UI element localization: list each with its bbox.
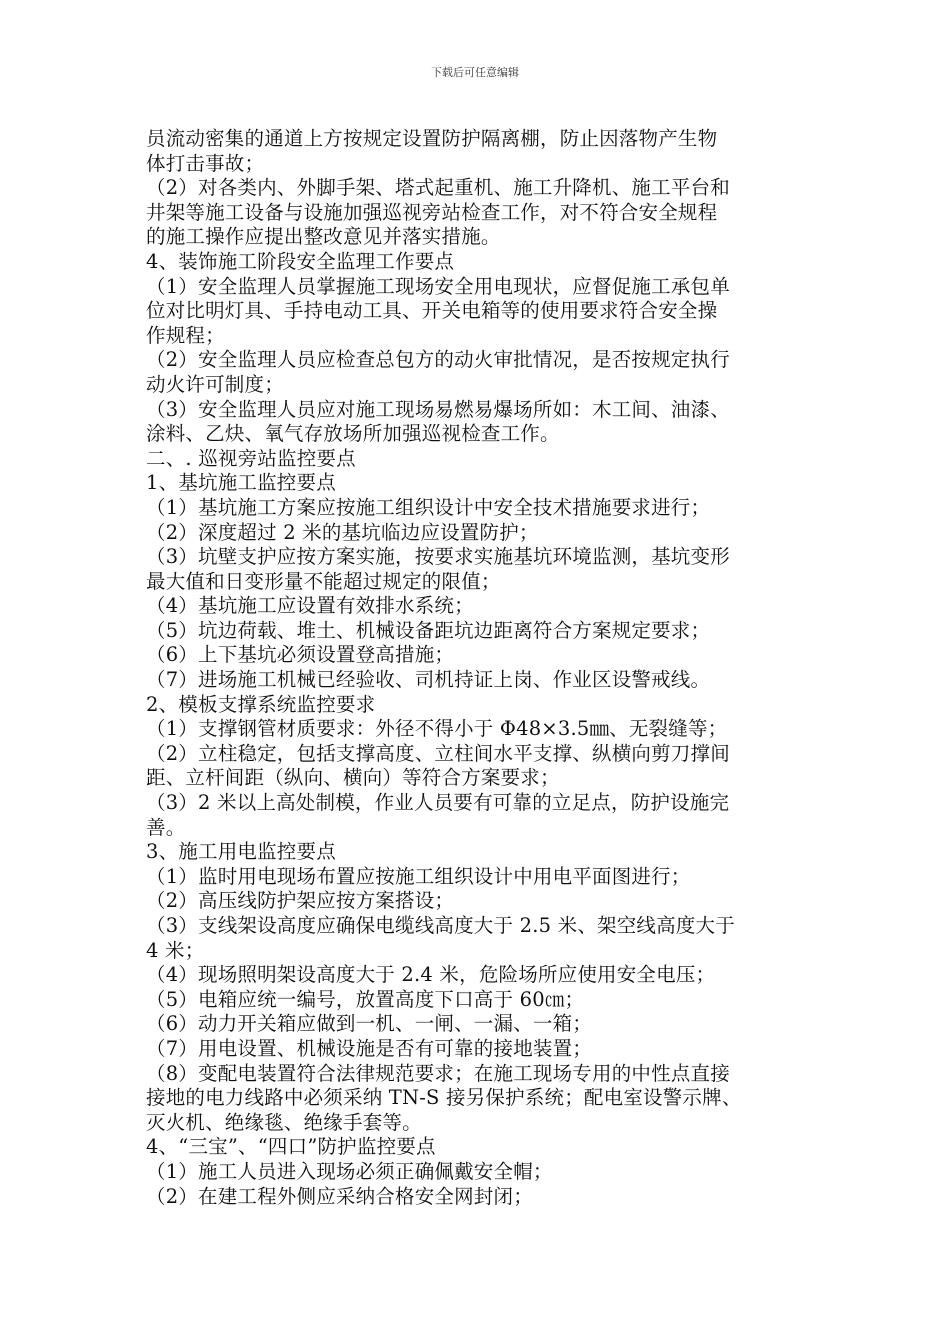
text-line: （5）坑边荷载、堆土、机械设备距坑边距离符合方案规定要求； <box>146 618 711 642</box>
section-heading: 3、施工用电监控要点 <box>146 840 336 864</box>
text-line: 涂料、乙炔、氧气存放场所加强巡视检查工作。 <box>146 422 560 446</box>
text-line: （5）电箱应统一编号，放置高度下口高于 60㎝； <box>146 987 585 1011</box>
text-line: （1）基坑施工方案应按施工组织设计中安全技术措施要求进行； <box>146 495 711 519</box>
text-line: （2）安全监理人员应检查总包方的动火审批情况，是否按规定执行 <box>146 348 730 372</box>
text-line: 4 米； <box>146 938 205 962</box>
text-line: （3）2 米以上高处制模，作业人员要有可靠的立足点，防护设施完 <box>146 791 730 815</box>
text-line: 作规程； <box>146 323 225 347</box>
text-line: （1）监时用电现场布置应按施工组织设计中用电平面图进行； <box>146 864 691 888</box>
text-line: 善。 <box>146 815 186 839</box>
text-line: （2）立柱稳定，包括支撑高度、立柱间水平支撑、纵横向剪刀撑间 <box>146 741 730 765</box>
section-heading: 二、. 巡视旁站监控要点 <box>146 446 356 470</box>
text-line: （4）现场照明架设高度大于 2.4 米，危险场所应使用安全电压； <box>146 963 716 987</box>
text-line: （3）安全监理人员应对施工现场易燃易爆场所如：木工间、油漆、 <box>146 397 730 421</box>
text-line: 灭火机、绝缘毯、绝缘手套等。 <box>146 1110 422 1134</box>
text-line: （7）用电设置、机械设施是否有可靠的接地装置； <box>146 1036 593 1060</box>
text-line: （1）安全监理人员掌握施工现场安全用电现状，应督促施工承包单 <box>146 274 730 298</box>
text-line: 接地的电力线路中必须采纳 TN-S 接另保护系统；配电室设警示牌、 <box>146 1086 742 1110</box>
text-line: （2）高压线防护架应按方案搭设； <box>146 889 455 913</box>
text-line: 体打击事故； <box>146 151 265 175</box>
text-line: 井架等施工设备与设施加强巡视旁站检查工作，对不符合安全规程 <box>146 200 718 224</box>
text-line: 位对比明灯具、手持电动工具、开关电箱等的使用要求符合安全操 <box>146 299 718 323</box>
text-line: （2）在建工程外侧应采纳合格安全网封闭； <box>146 1184 533 1208</box>
section-heading: 4、“三宝”、“四口”防护监控要点 <box>146 1135 436 1159</box>
text-line: （1）施工人员进入现场必须正确佩戴安全帽； <box>146 1159 553 1183</box>
text-line: （4）基坑施工应设置有效排水系统； <box>146 594 474 618</box>
text-line: （6）上下基坑必须设置登高措施； <box>146 643 455 667</box>
section-heading: 4、装饰施工阶段安全监理工作要点 <box>146 249 455 273</box>
text-line: （2）深度超过 2 米的基坑临边应设置防护； <box>146 520 539 544</box>
text-line: 距、立杆间距（纵向、横向）等符合方案要求； <box>146 766 560 790</box>
document-body <box>146 127 808 1209</box>
section-heading: 1、基坑施工监控要点 <box>146 471 336 495</box>
page-header: 下载后可任意编辑 <box>431 66 519 79</box>
text-line: （2）对各类内、外脚手架、塔式起重机、施工升降机、施工平台和 <box>146 176 730 200</box>
text-line: 员流动密集的通道上方按规定设置防护隔离棚，防止因落物产生物 <box>146 127 718 150</box>
text-line: （6）动力开关箱应做到一机、一闸、一漏、一箱； <box>146 1012 593 1036</box>
text-line: 的施工操作应提出整改意见并落实措施。 <box>146 225 501 249</box>
section-heading: 2、模板支撑系统监控要求 <box>146 692 376 716</box>
text-line: 最大值和日变形量不能超过规定的限值； <box>146 569 501 593</box>
text-line: （1）支撑钢管材质要求：外径不得小于 Φ48×3.5㎜、无裂缝等； <box>146 717 728 741</box>
text-line: （3）坑壁支护应按方案实施，按要求实施基坑环境监测，基坑变形 <box>146 545 730 569</box>
text-line: （8）变配电装置符合法律规范要求；在施工现场专用的中性点直接 <box>146 1061 730 1085</box>
text-line: （7）进场施工机械已经验收、司机持证上岗、作业区设警戒线。 <box>146 668 711 692</box>
text-line: 动火许可制度； <box>146 372 284 396</box>
text-line: （3）支线架设高度应确保电缆线高度大于 2.5 米、架空线高度大于 <box>146 914 735 937</box>
